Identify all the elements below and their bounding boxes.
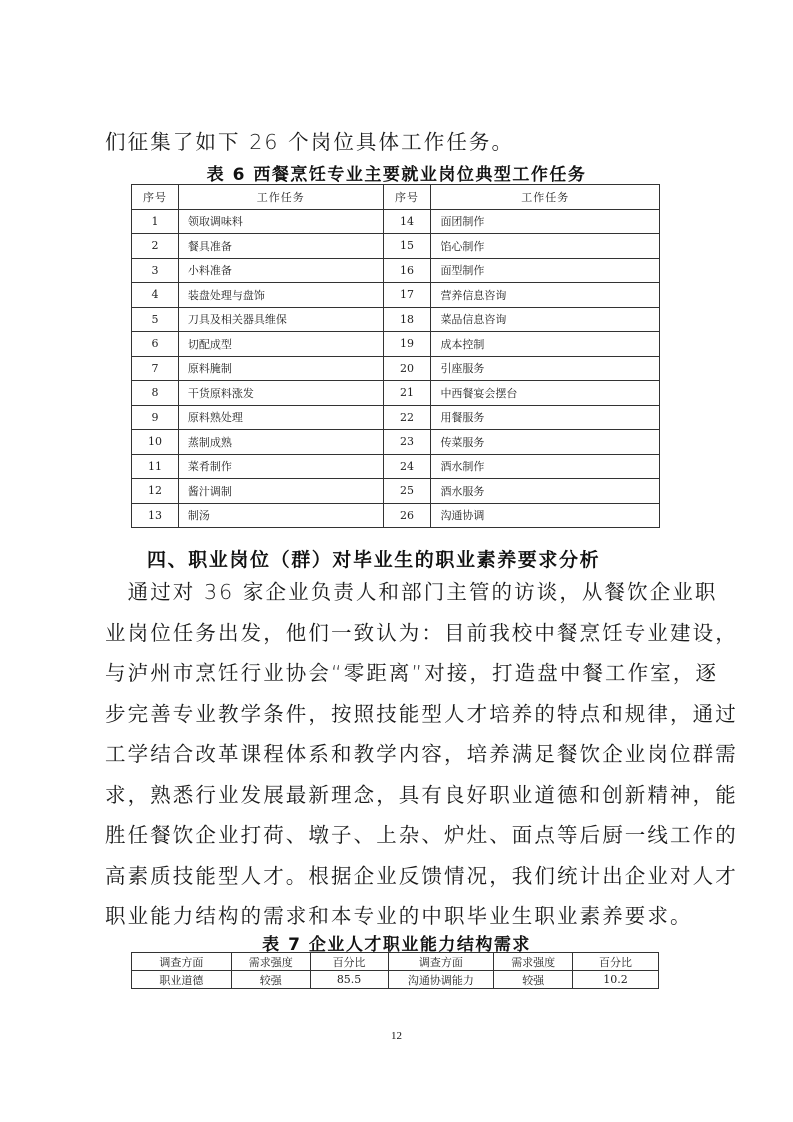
table6-number-cell: 20 <box>383 356 431 381</box>
table7-cell: 沟通协调能力 <box>388 971 494 989</box>
table6-task-cell: 中西餐宴会摆台 <box>431 381 660 406</box>
section-heading: 四、职业岗位（群）对毕业生的职业素养要求分析 <box>147 549 601 571</box>
paragraph-line: 职业能力结构的需求和本专业的中职毕业生职业素养要求。 <box>105 904 693 928</box>
table6-task-cell: 领取调味料 <box>178 209 383 234</box>
intro-line: 们征集了如下 26 个岗位具体工作任务。 <box>105 130 515 154</box>
table6-row <box>132 381 660 406</box>
table7-header-cell: 百分比 <box>573 953 659 971</box>
table7 <box>131 952 659 989</box>
table6-task-cell: 切配成型 <box>178 332 383 357</box>
table6-number-cell: 3 <box>132 258 179 283</box>
table6-task-cell: 餐具准备 <box>178 234 383 259</box>
paragraph-line: 步完善专业教学条件，按照技能型人才培养的特点和规律，通过 <box>105 701 738 726</box>
paragraph-line: 通过对 36 家企业负责人和部门主管的访谈，从餐饮企业职 <box>105 580 718 604</box>
table6-number-cell: 5 <box>132 307 179 332</box>
table6-task-cell: 营养信息咨询 <box>431 283 660 308</box>
table6-number-cell: 7 <box>132 356 179 381</box>
table7-cell: 职业道德 <box>132 971 232 989</box>
table6-number-cell: 15 <box>383 234 431 259</box>
table6-number-cell: 12 <box>132 479 179 504</box>
table6-header-cell: 工作任务 <box>178 185 383 210</box>
table6-number-cell: 9 <box>132 405 179 430</box>
table6-task-cell: 酒水制作 <box>431 454 660 479</box>
table6-task-cell: 面团制作 <box>431 209 660 234</box>
table7-header-cell: 需求强度 <box>494 953 573 971</box>
table6-row <box>132 258 660 283</box>
table6-number-cell: 23 <box>383 430 431 455</box>
table6-number-cell: 13 <box>132 503 179 528</box>
table6-caption: 表 6 西餐烹饪专业主要就业岗位典型工作任务 <box>206 165 587 185</box>
table6-number-cell: 8 <box>132 381 179 406</box>
table6-task-cell: 菜肴制作 <box>178 454 383 479</box>
table6-number-cell: 22 <box>383 405 431 430</box>
table6-task-cell: 制汤 <box>178 503 383 528</box>
table6-row <box>132 234 660 259</box>
page-number: 12 <box>391 1030 402 1042</box>
table6-task-cell: 原料熟处理 <box>178 405 383 430</box>
table6-number-cell: 4 <box>132 283 179 308</box>
table6-task-cell: 干货原料涨发 <box>178 381 383 406</box>
table6-task-cell: 小料准备 <box>178 258 383 283</box>
table6-row <box>132 479 660 504</box>
table6-number-cell: 16 <box>383 258 431 283</box>
table6-row <box>132 454 660 479</box>
table7-header-cell: 百分比 <box>310 953 388 971</box>
table6-number-cell: 24 <box>383 454 431 479</box>
table6-number-cell: 21 <box>383 381 431 406</box>
table6-task-cell: 菜品信息咨询 <box>431 307 660 332</box>
table6-row <box>132 209 660 234</box>
table6-row <box>132 405 660 430</box>
table7-cell: 10.2 <box>573 971 659 989</box>
table6-header-cell: 序号 <box>383 185 431 210</box>
table6-header-cell: 工作任务 <box>431 185 660 210</box>
table6-row <box>132 430 660 455</box>
table7-cell: 较强 <box>494 971 573 989</box>
paragraph-line: 业岗位任务出发，他们一致认为：目前我校中餐烹饪专业建设， <box>105 620 738 645</box>
paragraph-line: 高素质技能型人才。根据企业反馈情况，我们统计出企业对人才 <box>105 863 738 888</box>
table6-number-cell: 10 <box>132 430 179 455</box>
table6-row <box>132 503 660 528</box>
table6-number-cell: 26 <box>383 503 431 528</box>
table6-row <box>132 283 660 308</box>
table6-task-cell: 原料腌制 <box>178 356 383 381</box>
table6 <box>131 184 660 528</box>
table6-header-row <box>132 185 660 210</box>
table6-header-cell: 序号 <box>132 185 179 210</box>
table6-task-cell: 馅心制作 <box>431 234 660 259</box>
table6-number-cell: 2 <box>132 234 179 259</box>
table6-task-cell: 成本控制 <box>431 332 660 357</box>
table6-row <box>132 356 660 381</box>
table6-task-cell: 刀具及相关器具维保 <box>178 307 383 332</box>
table7-row <box>132 971 659 989</box>
table6-row <box>132 332 660 357</box>
table6-task-cell: 酱汁调制 <box>178 479 383 504</box>
table7-header-cell: 调查方面 <box>132 953 232 971</box>
table6-task-cell: 酒水服务 <box>431 479 660 504</box>
paragraph-line: 与泸州市烹饪行业协会“零距离”对接，打造盘中餐工作室，逐 <box>105 661 719 685</box>
table6-number-cell: 25 <box>383 479 431 504</box>
table6-number-cell: 18 <box>383 307 431 332</box>
table7-cell: 较强 <box>231 971 310 989</box>
table6-task-cell: 蒸制成熟 <box>178 430 383 455</box>
paragraph-line: 求，熟悉行业发展最新理念，具有良好职业道德和创新精神，能 <box>105 782 738 807</box>
table6-task-cell: 用餐服务 <box>431 405 660 430</box>
table6-number-cell: 19 <box>383 332 431 357</box>
table7-caption: 表 7 企业人才职业能力结构需求 <box>262 935 531 955</box>
table6-number-cell: 1 <box>132 209 179 234</box>
table6-number-cell: 11 <box>132 454 179 479</box>
table6-task-cell: 装盘处理与盘饰 <box>178 283 383 308</box>
table6-task-cell: 传菜服务 <box>431 430 660 455</box>
table7-header-cell: 需求强度 <box>231 953 310 971</box>
paragraph-line: 工学结合改革课程体系和教学内容，培养满足餐饮企业岗位群需 <box>105 742 738 766</box>
table7-cell: 85.5 <box>310 971 388 989</box>
paragraph-line: 胜任餐饮企业打荷、墩子、上杂、炉灶、面点等后厨一线工作的 <box>105 823 738 847</box>
table6-task-cell: 面型制作 <box>431 258 660 283</box>
table6-number-cell: 14 <box>383 209 431 234</box>
table6-task-cell: 引座服务 <box>431 356 660 381</box>
table6-row <box>132 307 660 332</box>
table7-header-cell: 调查方面 <box>388 953 494 971</box>
table7-header-row <box>132 953 659 971</box>
table6-number-cell: 17 <box>383 283 431 308</box>
table6-number-cell: 6 <box>132 332 179 357</box>
table6-task-cell: 沟通协调 <box>431 503 660 528</box>
